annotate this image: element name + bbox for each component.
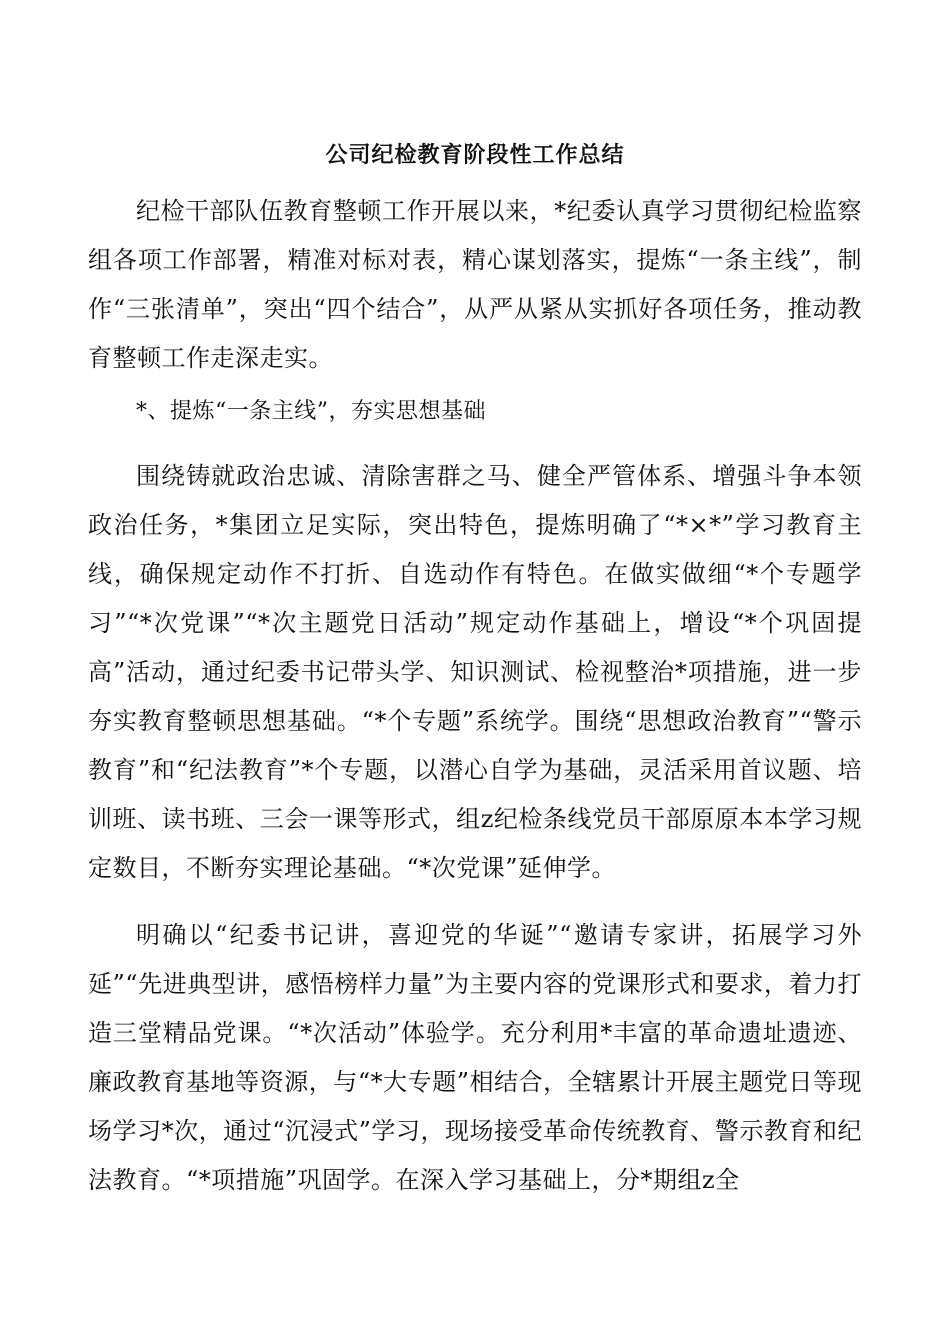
document-body — [88, 187, 862, 1205]
body-paragraph: 围绕铸就政治忠诚、清除害群之马、健全严管体系、增强斗争本领政治任务，*集团立足实际，突出特色，提炼明确了“*×*”学习教育主线，确保规定动作不打折、自选动作有特色。在做实做细“*个专题学习”“*次党课”“*次主题党日活动”规定动作基础上，增设“*个巩固提高”活动，通过纪委书记带头学、知识测试、检视整治*项措施，进一步夯实教育整顿思想基础。“*个专题”系统学。围绕“思想政治教育”“警示教育”和“纪法教育”*个专题，以潜心自学为基础，灵活采用首议题、培训班、读书班、三会一课等形式，组z纪检条线党员干部原原本本学习规定数目，不断夯实理论基础。“*次党课”延伸学。 — [88, 462, 862, 882]
intro-paragraph: 纪检干部队伍教育整顿工作开展以来，*纪委认真学习贯彻纪检监察组各项工作部署，精准对标对表，精心谋划落实，提炼“一条主线”，制作“三张清单”，突出“四个结合”，从严从紧从实抓好各项任务，推动教育整顿工作走深走实。 — [88, 197, 862, 372]
body-paragraph: 明确以“纪委书记讲，喜迎党的华诞”“邀请专家讲，拓展学习外延”“先进典型讲，感悟榜样力量”为主要内容的党课形式和要求，着力打造三堂精品党课。“*次活动”体验学。充分利用*丰富的革命遗址遗迹、廉政教育基地等资源，与“*大专题”相结合，全辖累计开展主题党日等现场学习*次，通过“沉浸式”学习，现场接受革命传统教育、警示教育和纪法教育。“*项措施”巩固学。在深入学习基础上，分*期组z全 — [88, 921, 862, 1194]
section-heading: *、提炼“一条主线”，夯实思想基础 — [136, 399, 486, 424]
document-title: 公司纪检教育阶段性工作总结 — [325, 142, 625, 168]
